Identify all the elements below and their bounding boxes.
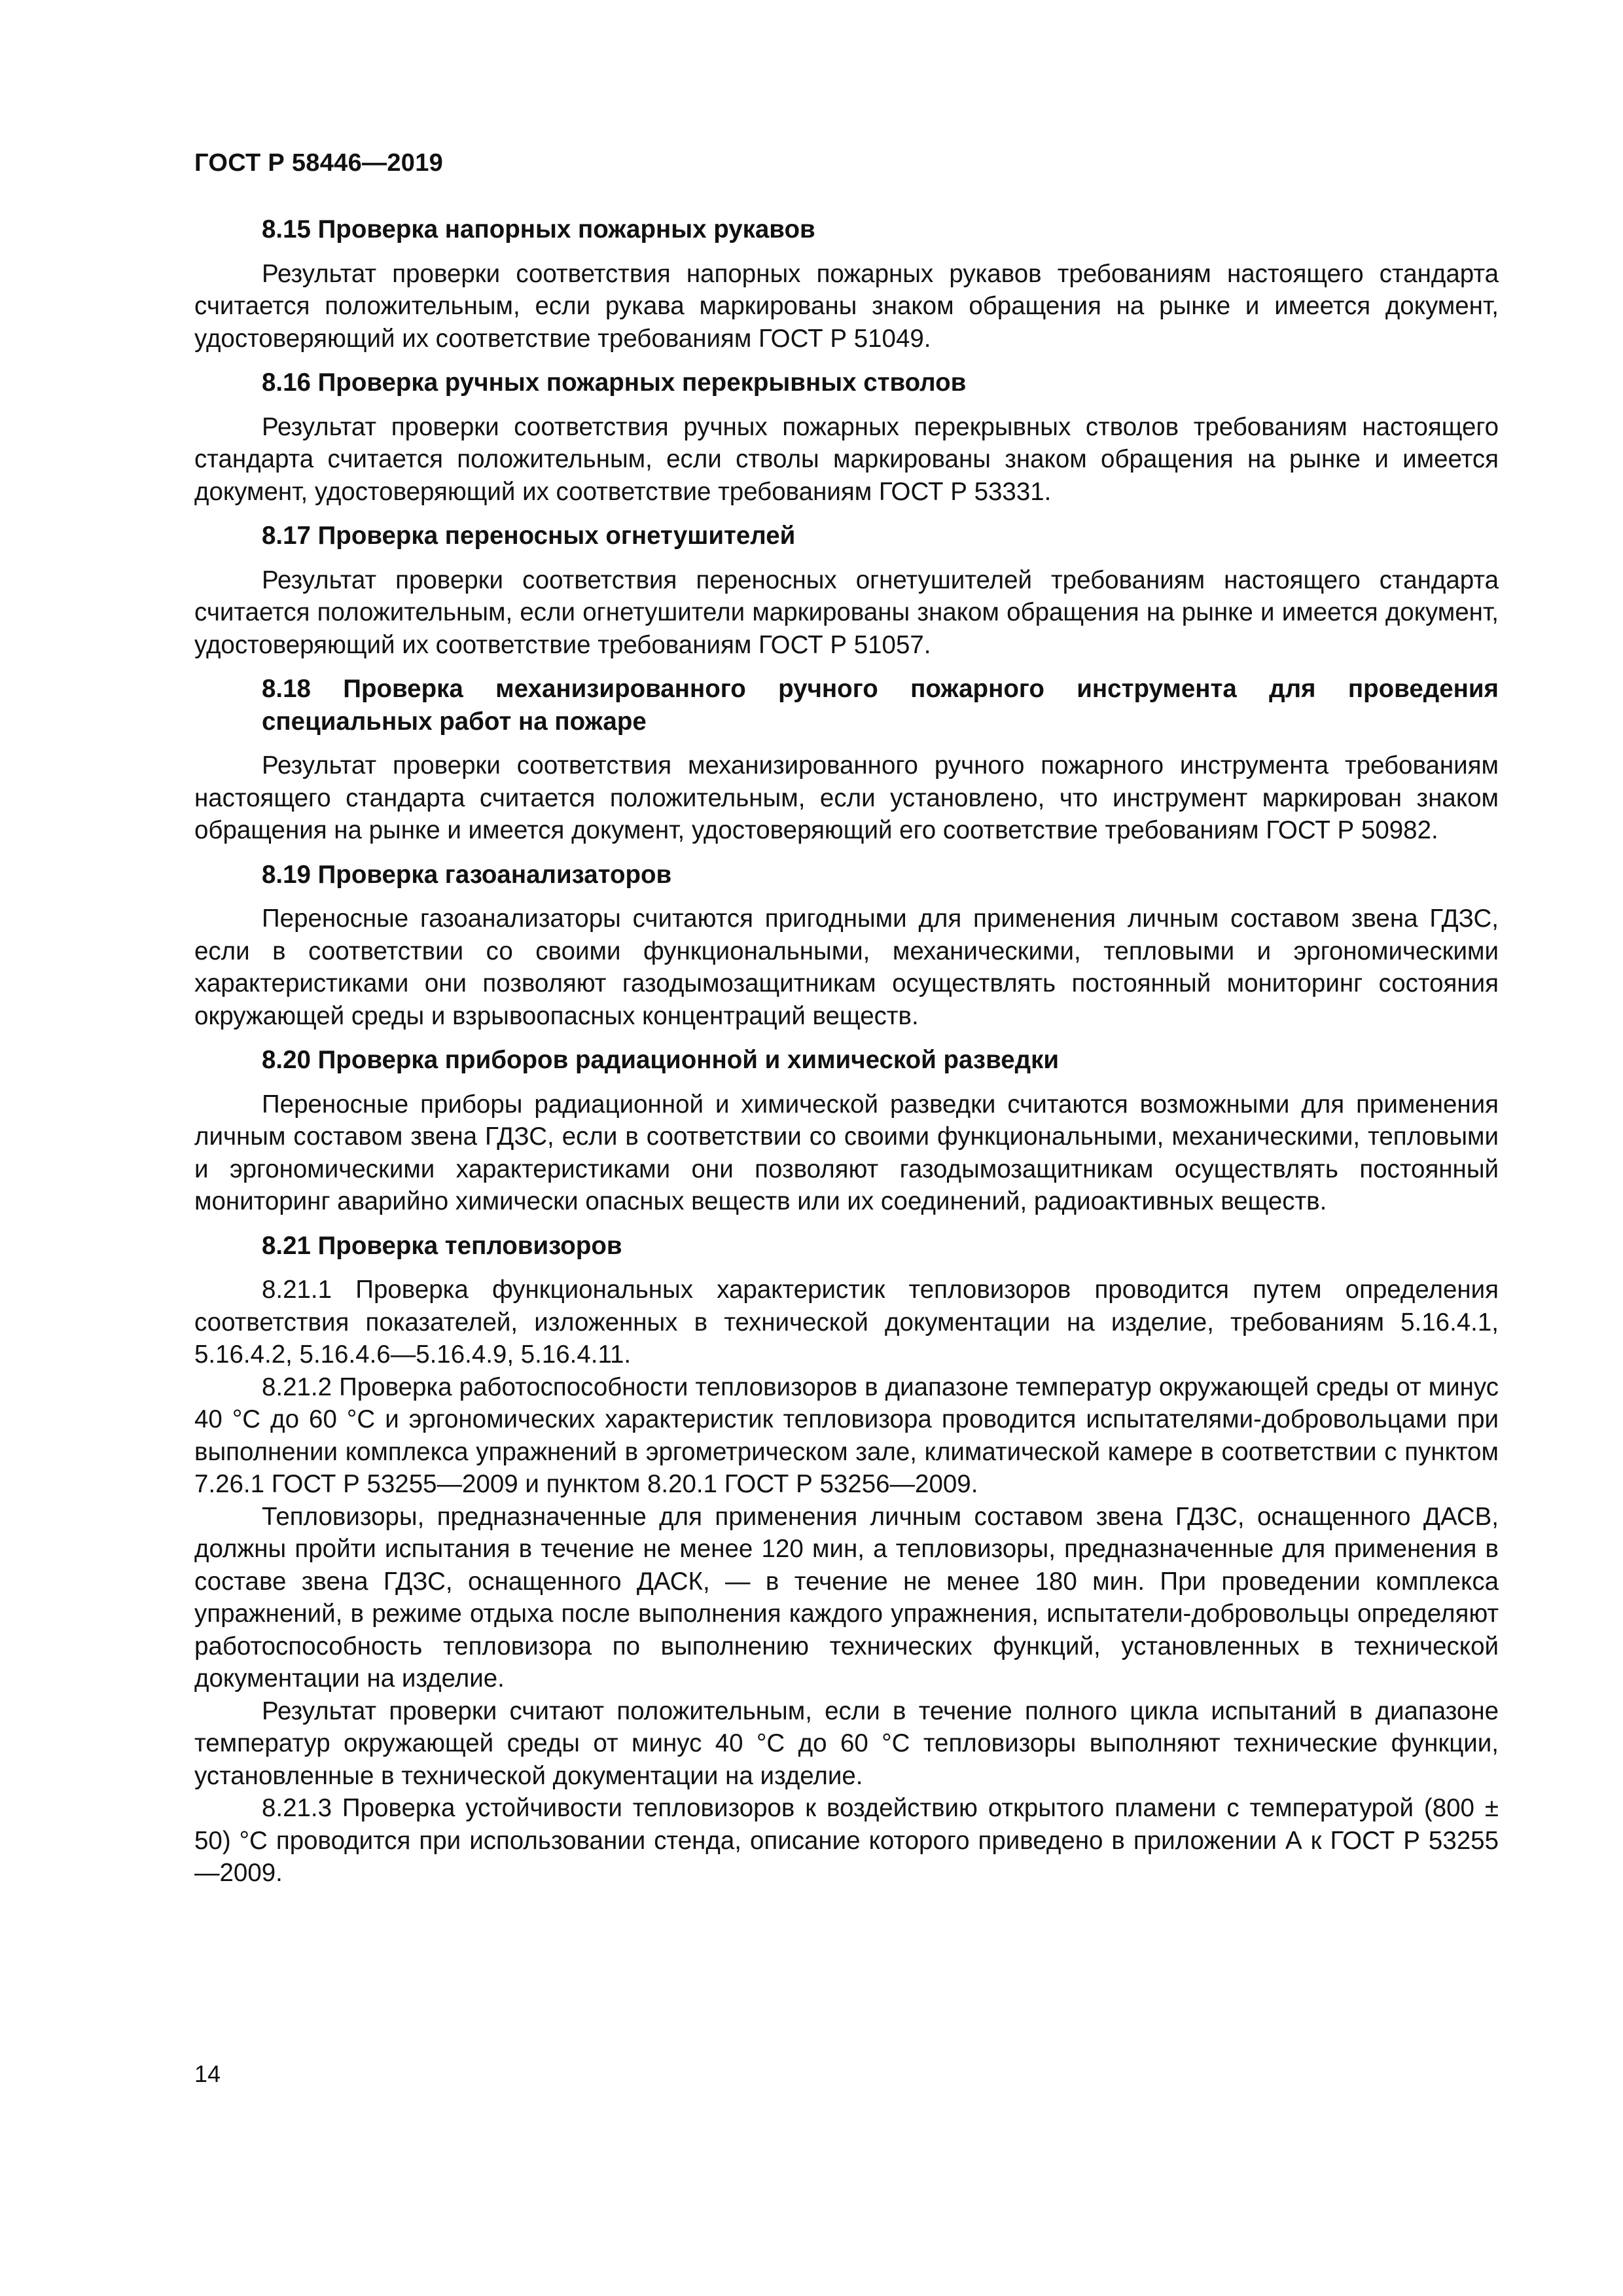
paragraph-8-21-2-result: Результат проверки считают положительным, если в течение полного цикла испытаний в диапазоне температур окружающей среды от минус 40 °С до 60 °С тепловизоры выполняют технические функции, установленные в технической документации на изделие. — [194, 1696, 1499, 1790]
paragraph-8-21-2: 8.21.2 Проверка работоспособности тепловизоров в диапазоне температур окружающей среды от минус 40 °С до 60 °С и эргономических характеристик тепловизора проводится испытателями-добровольцами при выполнении комплекса упражнений в эргометрическом зале, климатической камере в соответствии с пунктом 7.26.1 ГОСТ Р 53255—2009 и пунктом 8.20.1 ГОСТ Р 53256—2009. — [194, 1372, 1499, 1498]
section-heading-8-18: 8.18 Проверка механизированного ручного пожарного инструмента для проведения специальных работ на пожаре — [262, 675, 1499, 736]
paragraph-8-17: Результат проверки соответствия переносных огнетушителей требованиям настоящего стандарта считается положительным, если огнетушители маркированы знаком обращения на рынке и имеется документ, удостоверяющий их соответствие требованиям ГОСТ Р 51057. — [194, 565, 1499, 659]
paragraph-8-20: Переносные приборы радиационной и химической разведки считаются возможными для применения личным составом звена ГДЗС, если в соответствии со своими функциональными, механическими, тепловыми и эргономическими характеристиками они позволяют газодымозащитникам осуществлять постоянный мониторинг аварийно химически опасных веществ или их соединений, радиоактивных веществ. — [194, 1090, 1499, 1215]
page-number: 14 — [194, 2060, 221, 2087]
document-header: ГОСТ Р 58446—2019 — [194, 149, 444, 177]
paragraph-8-21-1: 8.21.1 Проверка функциональных характеристик тепловизоров проводится путем определения соответствия показателей, изложенных в технической документации на изделие, требованиям 5.16.4.1, 5.16.4.2, 5.16.4.6—5.16.4.9, 5.16.4.11. — [194, 1276, 1499, 1369]
section-heading-8-15: 8.15 Проверка напорных пожарных рукавов — [262, 215, 815, 243]
section-heading-8-20: 8.20 Проверка приборов радиационной и химической разведки — [262, 1046, 1060, 1074]
section-heading-8-17: 8.17 Проверка переносных огнетушителей — [262, 522, 796, 550]
document-body — [194, 213, 1499, 1890]
section-heading-8-21: 8.21 Проверка тепловизоров — [262, 1231, 622, 1260]
paragraph-8-19: Переносные газоанализаторы считаются пригодными для применения личным составом звена ГДЗС, если в соответствии со своими функциональными, механическими, тепловыми и эргономическими характеристиками они позволяют газодымозащитникам осуществлять постоянный мониторинг состояния окружающей среды и взрывоопасных концентраций веществ. — [194, 905, 1499, 1030]
paragraph-8-16: Результат проверки соответствия ручных пожарных перекрывных стволов требованиям настоящего стандарта считается положительным, если стволы маркированы знаком обращения на рынке и имеется документ, удостоверяющий их соответствие требованиям ГОСТ Р 53331. — [194, 412, 1499, 506]
section-heading-8-19: 8.19 Проверка газоанализаторов — [262, 860, 672, 889]
paragraph-8-18: Результат проверки соответствия механизированного ручного пожарного инструмента требованиям настоящего стандарта считается положительным, если установлено, что инструмент маркирован знаком обращения на рынке и имеется документ, удостоверяющий его соответствие требованиям ГОСТ Р 50982. — [194, 751, 1499, 844]
paragraph-8-21-2-dasv: Тепловизоры, предназначенные для применения личным составом звена ГДЗС, оснащенного ДАСВ, должны пройти испытания в течение не менее 120 мин, а тепловизоры, предназначенные для применения в составе звена ГДЗС, оснащенного ДАСК, — в течение не менее 180 мин. При проведении комплекса упражнений, в режиме отдыха после выполнения каждого упражнения, испытатели-добровольцы определяют работоспособность тепловизора по выполнению технических функций, установленных в технической документации на изделие. — [194, 1502, 1499, 1693]
paragraph-8-15: Результат проверки соответствия напорных пожарных рукавов требованиям настоящего стандарта считается положительным, если рукава маркированы знаком обращения на рынке и имеется документ, удостоверяющий их соответствие требованиям ГОСТ Р 51049. — [194, 259, 1499, 353]
paragraph-8-21-3: 8.21.3 Проверка устойчивости тепловизоров к воздействию открытого пламени с температурой (800 ± 50) °С проводится при использовании стенда, описание которого приведено в приложении А к ГОСТ Р 53255—2009. — [194, 1794, 1499, 1887]
section-heading-8-16: 8.16 Проверка ручных пожарных перекрывных стволов — [262, 368, 967, 397]
